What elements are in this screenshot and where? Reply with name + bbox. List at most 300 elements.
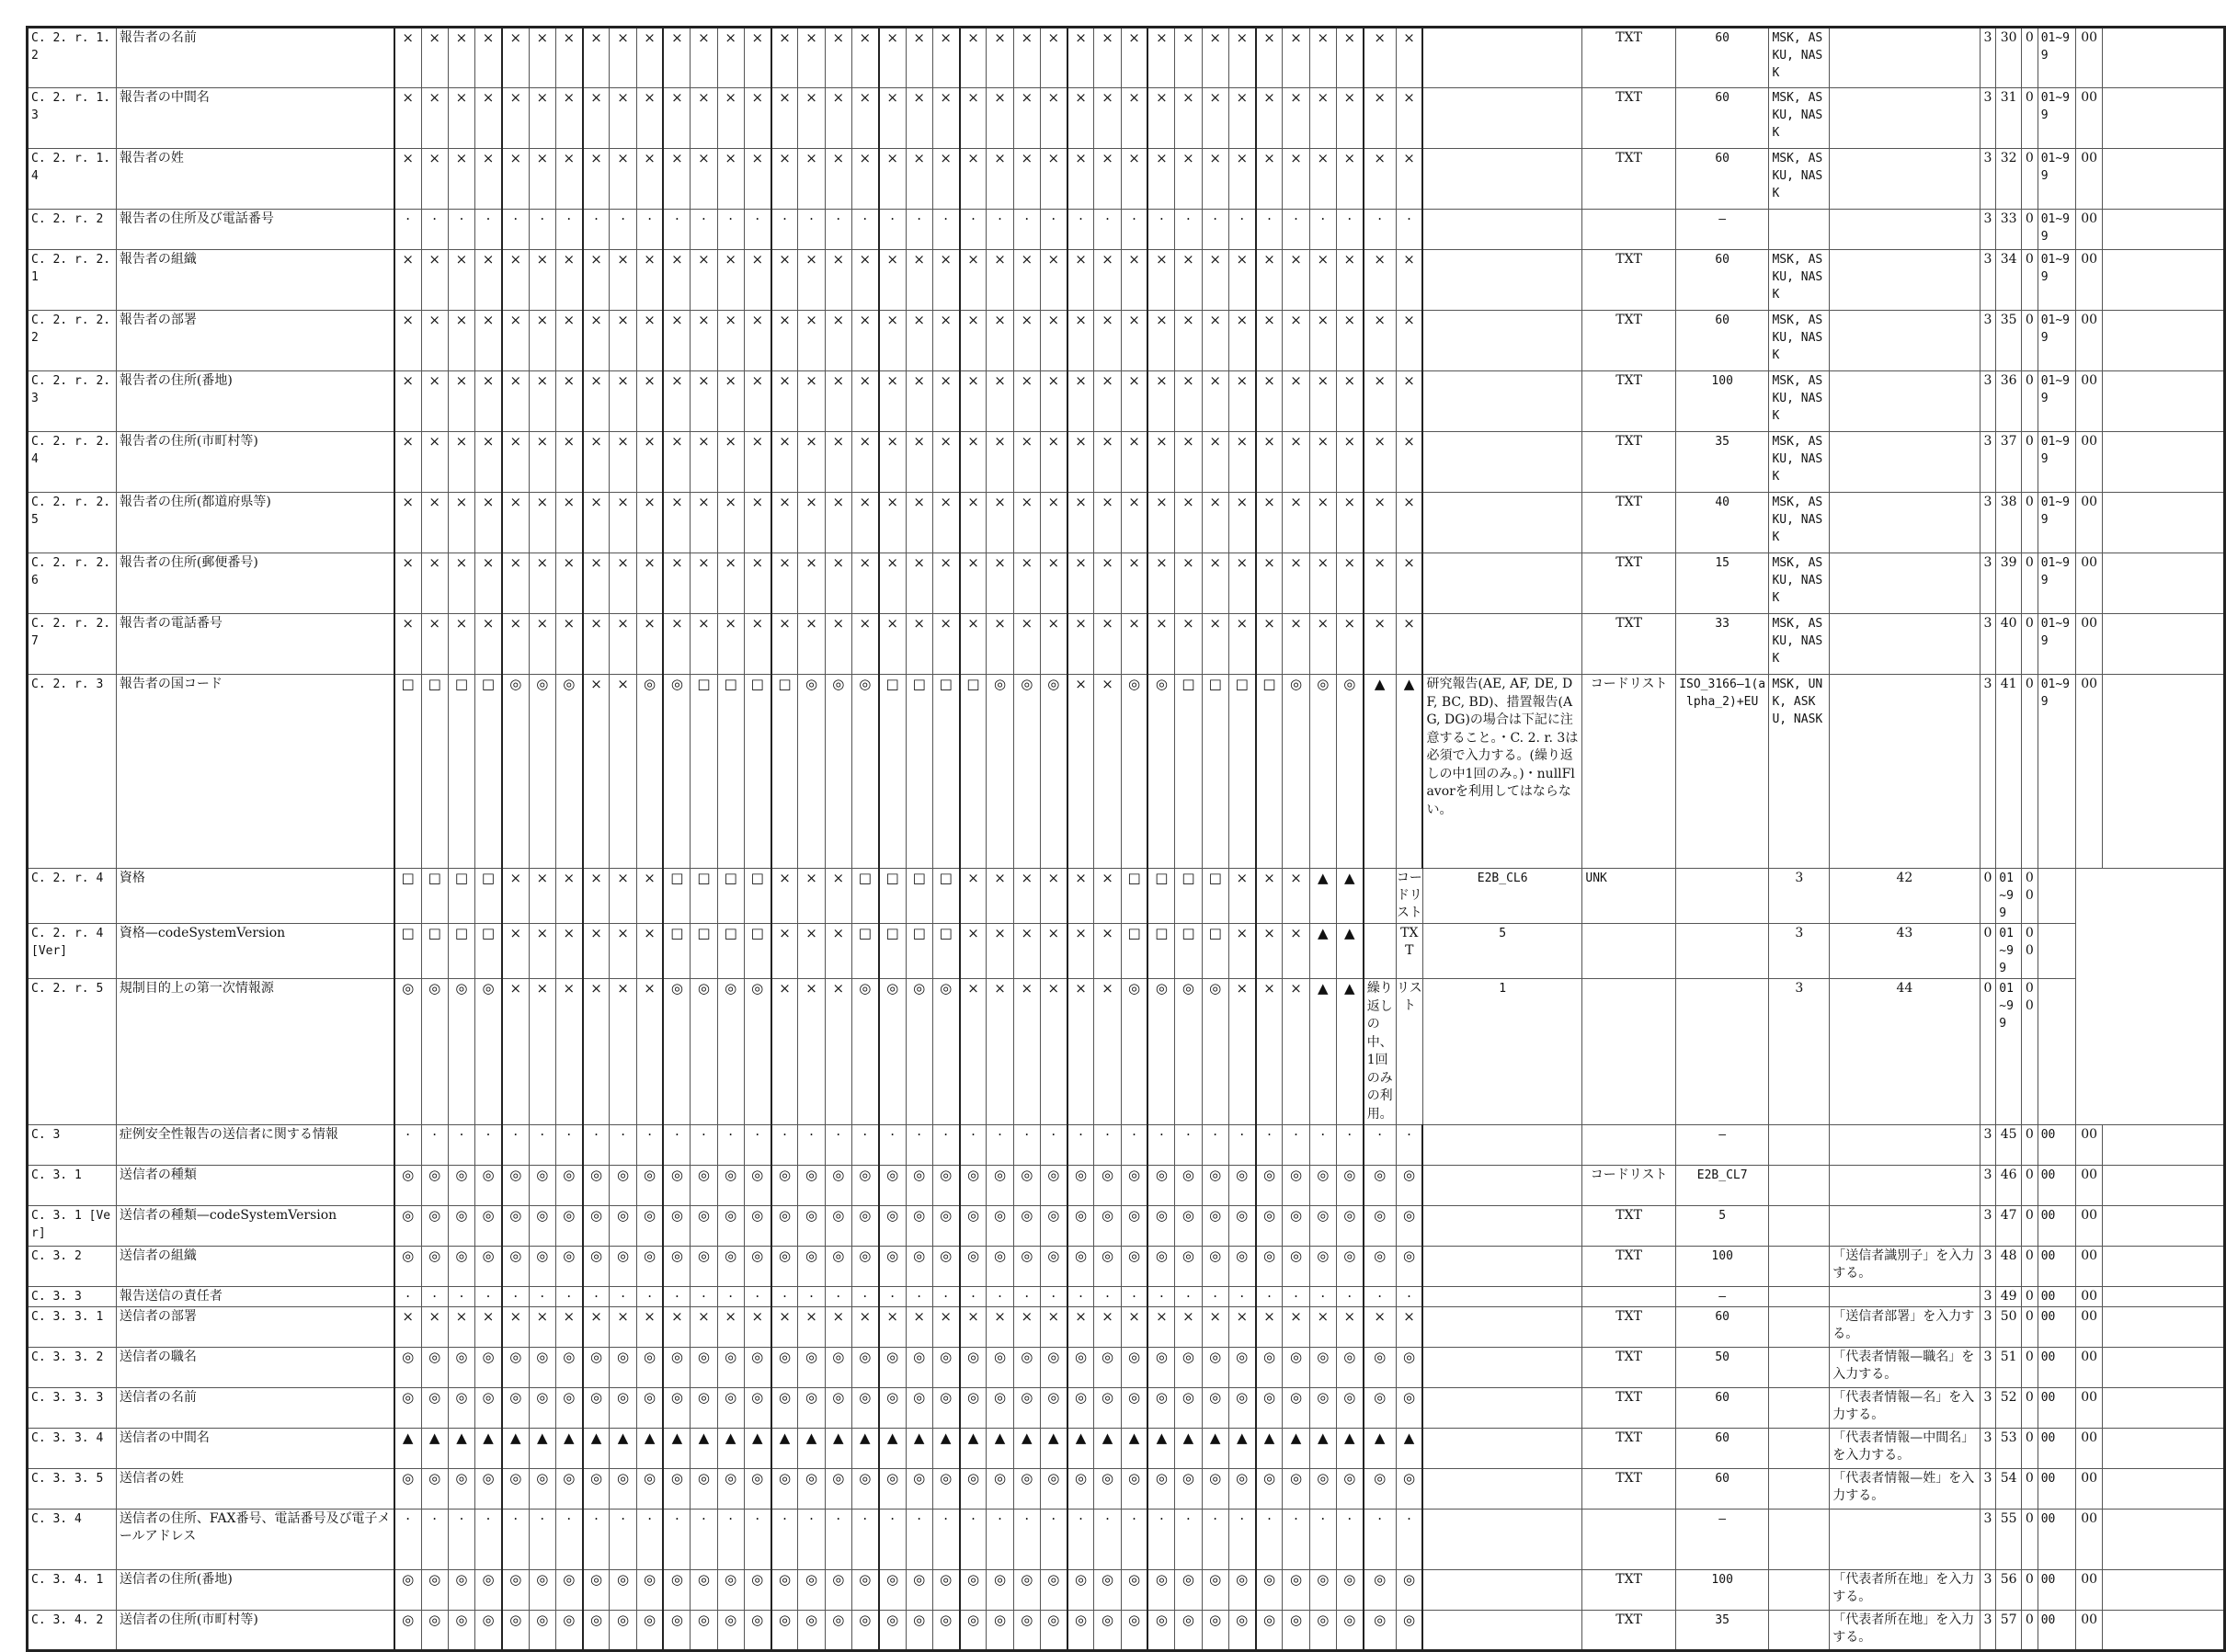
requirement-mark-cell: ◎ — [1094, 1469, 1121, 1510]
requirement-mark-cell: ◎ — [1121, 1469, 1147, 1510]
level-cell: 3 — [1980, 210, 1996, 250]
requirement-mark-cell: × — [555, 493, 582, 553]
requirement-mark-cell: × — [1013, 979, 1040, 1125]
flag-cell: 0 — [2021, 493, 2038, 553]
requirement-mark-cell: ◎ — [1202, 1247, 1228, 1287]
requirement-mark-cell: × — [798, 88, 825, 149]
requirement-mark-cell: ◎ — [987, 1247, 1013, 1287]
requirement-mark-cell: × — [1283, 924, 1309, 979]
requirement-mark-cell: × — [583, 614, 610, 675]
requirement-mark-cell: × — [851, 149, 878, 210]
repeat-range-cell: 00 — [2038, 1348, 2075, 1388]
requirement-mark-cell: ◎ — [1256, 1348, 1283, 1388]
requirement-mark-cell: × — [1175, 614, 1202, 675]
table-row — [28, 149, 2225, 210]
blank-cell — [2103, 493, 2225, 553]
data-type-cell: コードリスト — [1396, 869, 1422, 924]
requirement-mark-cell: × — [691, 28, 717, 88]
requirement-mark-cell: × — [610, 371, 636, 432]
code-cell: 00 — [2075, 1206, 2102, 1247]
length-cell: 5 — [1675, 1206, 1769, 1247]
code-cell: 00 — [2075, 1247, 2102, 1287]
repeat-range-cell: 00 — [2038, 1388, 2075, 1429]
requirement-mark-cell: ◎ — [717, 1570, 744, 1611]
item-name-cell: 送信者の種類—codeSystemVersion — [116, 1206, 394, 1247]
requirement-mark-cell: ◎ — [717, 1206, 744, 1247]
requirement-mark-cell: × — [1040, 88, 1067, 149]
item-id-cell: C. 2. r. 4 [Ver] — [28, 924, 117, 979]
requirement-mark-cell: ◎ — [636, 1206, 663, 1247]
length-cell: 60 — [1675, 149, 1769, 210]
length-cell: 60 — [1675, 1388, 1769, 1429]
table-row — [28, 1510, 2225, 1570]
requirement-mark-cell: ◎ — [1228, 1388, 1255, 1429]
requirement-mark-cell: × — [1283, 371, 1309, 432]
requirement-mark-cell: ◎ — [1228, 1206, 1255, 1247]
null-flavor-cell — [1769, 1287, 1830, 1307]
requirement-mark-cell: × — [1147, 311, 1174, 371]
requirement-mark-cell: × — [1121, 371, 1147, 432]
requirement-mark-cell: × — [636, 553, 663, 614]
remark-cell: 「送信者部署」を入力する。 — [1830, 1307, 1980, 1348]
data-type-cell — [1582, 1287, 1676, 1307]
item-id-cell: C. 2. r. 5 — [28, 979, 117, 1125]
requirement-mark-cell: ◎ — [1094, 1206, 1121, 1247]
requirement-mark-cell: ◎ — [394, 1611, 421, 1651]
requirement-mark-cell: ◎ — [1309, 1570, 1336, 1611]
blank-cell — [2103, 1206, 2225, 1247]
requirement-mark-cell: × — [448, 614, 474, 675]
requirement-mark-cell: · — [1094, 1287, 1121, 1307]
item-name-cell: 報告者の住所(番地) — [116, 371, 394, 432]
requirement-mark-cell: ◎ — [691, 1388, 717, 1429]
requirement-mark-cell: × — [1202, 250, 1228, 311]
requirement-mark-cell: × — [825, 311, 851, 371]
flag-cell: 0 — [2021, 210, 2038, 250]
repeat-range-cell: 01~99 — [2038, 149, 2075, 210]
requirement-mark-cell: ◎ — [1147, 1348, 1174, 1388]
requirement-mark-cell: × — [610, 311, 636, 371]
requirement-mark-cell: × — [1228, 979, 1255, 1125]
requirement-mark-cell: × — [987, 1307, 1013, 1348]
requirement-mark-cell: × — [1283, 1307, 1309, 1348]
requirement-mark-cell: ◎ — [502, 1570, 529, 1611]
requirement-mark-cell: ▲ — [663, 1429, 690, 1469]
blank-cell — [2103, 1287, 2225, 1307]
requirement-mark-cell: × — [448, 149, 474, 210]
code-cell: 00 — [2075, 1348, 2102, 1388]
null-flavor-cell: MSK, ASKU, NASK — [1769, 371, 1830, 432]
requirement-mark-cell: × — [1040, 371, 1067, 432]
requirement-mark-cell: ▲ — [1336, 869, 1363, 924]
requirement-mark-cell: × — [421, 614, 448, 675]
requirement-mark-cell: × — [1202, 28, 1228, 88]
requirement-mark-cell: × — [825, 88, 851, 149]
level-cell: 3 — [1980, 1611, 1996, 1651]
requirement-mark-cell: × — [394, 493, 421, 553]
item-name-cell: 報告者の組織 — [116, 250, 394, 311]
requirement-mark-cell: ◎ — [1396, 1611, 1422, 1651]
requirement-mark-cell: × — [906, 250, 932, 311]
requirement-mark-cell: ▲ — [717, 1429, 744, 1469]
requirement-mark-cell: × — [502, 979, 529, 1125]
requirement-mark-cell: × — [610, 250, 636, 311]
requirement-mark-cell: · — [663, 210, 690, 250]
requirement-mark-cell: □ — [448, 675, 474, 869]
requirement-mark-cell: × — [529, 28, 555, 88]
length-cell: E2B_CL6 — [1422, 869, 1581, 924]
data-type-cell: TXT — [1582, 311, 1676, 371]
requirement-mark-cell: × — [879, 149, 906, 210]
requirement-mark-cell: ◎ — [663, 675, 690, 869]
requirement-mark-cell: × — [555, 371, 582, 432]
requirement-mark-cell: × — [1094, 493, 1121, 553]
note-cell — [1422, 1611, 1581, 1651]
code-cell: 00 — [2075, 1611, 2102, 1651]
requirement-mark-cell: ◎ — [394, 1570, 421, 1611]
length-cell: ISO_3166—1(alpha_2)+EU — [1675, 675, 1769, 869]
requirement-mark-cell: · — [851, 1510, 878, 1570]
item-name-cell: 送信者の姓 — [116, 1469, 394, 1510]
table-row — [28, 88, 2225, 149]
requirement-mark-cell: × — [1013, 614, 1040, 675]
requirement-mark-cell: · — [1396, 1510, 1422, 1570]
requirement-mark-cell: × — [825, 493, 851, 553]
requirement-mark-cell: × — [583, 979, 610, 1125]
requirement-mark-cell: × — [906, 371, 932, 432]
requirement-mark-cell: ◎ — [1283, 1206, 1309, 1247]
sequence-cell: 43 — [1830, 924, 1980, 979]
requirement-mark-cell: × — [851, 311, 878, 371]
requirement-mark-cell: × — [610, 149, 636, 210]
requirement-mark-cell: ◎ — [906, 1166, 932, 1206]
requirement-mark-cell: ◎ — [555, 1388, 582, 1429]
remark-cell — [1830, 1287, 1980, 1307]
requirement-mark-cell: × — [394, 553, 421, 614]
requirement-mark-cell: × — [798, 493, 825, 553]
requirement-mark-cell: □ — [932, 924, 959, 979]
requirement-mark-cell: ◎ — [1040, 1206, 1067, 1247]
item-name-cell: 報告者の姓 — [116, 149, 394, 210]
length-cell: 100 — [1675, 371, 1769, 432]
requirement-mark-cell: ◎ — [1396, 1348, 1422, 1388]
requirement-mark-cell: ◎ — [529, 675, 555, 869]
requirement-mark-cell: × — [691, 88, 717, 149]
blank-cell — [2103, 1611, 2225, 1651]
requirement-mark-cell: × — [691, 311, 717, 371]
requirement-mark-cell: ◎ — [851, 1611, 878, 1651]
requirement-mark-cell: ◎ — [448, 1570, 474, 1611]
requirement-mark-cell: × — [932, 250, 959, 311]
requirement-mark-cell: × — [394, 149, 421, 210]
requirement-mark-cell: · — [879, 1510, 906, 1570]
null-flavor-cell — [1769, 1510, 1830, 1570]
requirement-mark-cell: ◎ — [960, 1611, 987, 1651]
requirement-mark-cell: · — [1256, 1125, 1283, 1166]
requirement-mark-cell: × — [663, 250, 690, 311]
requirement-mark-cell: ▲ — [475, 1429, 502, 1469]
requirement-mark-cell: · — [1283, 1125, 1309, 1166]
requirement-mark-cell: ◎ — [851, 1388, 878, 1429]
blank-cell — [2103, 1125, 2225, 1166]
requirement-mark-cell: ◎ — [1067, 1247, 1094, 1287]
requirement-mark-cell: × — [691, 553, 717, 614]
requirement-mark-cell: × — [394, 371, 421, 432]
requirement-mark-cell: ◎ — [1013, 675, 1040, 869]
requirement-mark-cell: · — [583, 210, 610, 250]
requirement-mark-cell: × — [663, 614, 690, 675]
code-cell: 00 — [2075, 1388, 2102, 1429]
requirement-mark-cell: × — [744, 371, 771, 432]
requirement-mark-cell: × — [987, 924, 1013, 979]
requirement-mark-cell: · — [825, 210, 851, 250]
repeat-range-cell: 00 — [2038, 1570, 2075, 1611]
data-type-cell: TXT — [1582, 28, 1676, 88]
requirement-mark-cell: ◎ — [636, 1469, 663, 1510]
requirement-mark-cell: × — [744, 432, 771, 493]
requirement-mark-cell: × — [987, 614, 1013, 675]
requirement-mark-cell: × — [1067, 432, 1094, 493]
data-type-cell: TXT — [1396, 924, 1422, 979]
note-cell — [1422, 1510, 1581, 1570]
item-name-cell: 資格 — [116, 869, 394, 924]
requirement-mark-cell: × — [798, 371, 825, 432]
repeat-range-cell: 01~99 — [1996, 924, 2022, 979]
requirement-mark-cell: × — [1256, 614, 1283, 675]
table-row — [28, 553, 2225, 614]
requirement-mark-cell: ◎ — [1336, 1570, 1363, 1611]
requirement-mark-cell: × — [663, 311, 690, 371]
requirement-mark-cell: ◎ — [1013, 1348, 1040, 1388]
code-cell: 00 — [2075, 1510, 2102, 1570]
requirement-mark-cell: · — [636, 1125, 663, 1166]
requirement-mark-cell: × — [1256, 28, 1283, 88]
item-name-cell: 資格—codeSystemVersion — [116, 924, 394, 979]
requirement-mark-cell: × — [555, 28, 582, 88]
requirement-mark-cell: × — [987, 371, 1013, 432]
requirement-mark-cell: × — [394, 28, 421, 88]
requirement-mark-cell: × — [1121, 553, 1147, 614]
requirement-mark-cell: ◎ — [421, 1570, 448, 1611]
requirement-mark-cell: ◎ — [555, 1206, 582, 1247]
requirement-mark-cell: ◎ — [879, 1388, 906, 1429]
requirement-mark-cell: ◎ — [960, 1206, 987, 1247]
requirement-mark-cell: × — [1202, 149, 1228, 210]
requirement-mark-cell: ◎ — [448, 1166, 474, 1206]
flag-cell: 0 — [2021, 675, 2038, 869]
item-id-cell: C. 2. r. 2. 4 — [28, 432, 117, 493]
remark-cell — [1830, 1206, 1980, 1247]
requirement-mark-cell: ◎ — [1175, 1206, 1202, 1247]
requirement-mark-cell: × — [610, 979, 636, 1125]
requirement-mark-cell: ◎ — [583, 1611, 610, 1651]
requirement-mark-cell: □ — [879, 869, 906, 924]
requirement-mark-cell: · — [906, 1510, 932, 1570]
requirement-mark-cell: · — [1309, 210, 1336, 250]
remark-cell — [1830, 432, 1980, 493]
requirement-mark-cell: ◎ — [555, 1247, 582, 1287]
blank-cell — [2103, 1388, 2225, 1429]
null-flavor-cell: MSK, ASKU, NASK — [1769, 250, 1830, 311]
item-name-cell: 報告者の住所及び電話番号 — [116, 210, 394, 250]
table-row — [28, 1611, 2225, 1651]
requirement-mark-cell: × — [583, 432, 610, 493]
code-cell: 00 — [2075, 553, 2102, 614]
requirement-mark-cell: · — [1256, 1510, 1283, 1570]
sequence-cell: 57 — [1996, 1611, 2022, 1651]
requirement-mark-cell: × — [1040, 979, 1067, 1125]
requirement-mark-cell: × — [1040, 432, 1067, 493]
requirement-mark-cell: ◎ — [475, 1388, 502, 1429]
sequence-cell: 45 — [1996, 1125, 2022, 1166]
repeat-range-cell: 01~99 — [2038, 371, 2075, 432]
requirement-mark-cell: □ — [771, 675, 798, 869]
requirement-mark-cell: · — [421, 1125, 448, 1166]
length-cell: — — [1675, 210, 1769, 250]
null-flavor-cell — [1769, 1388, 1830, 1429]
requirement-mark-cell: × — [717, 553, 744, 614]
item-id-cell: C. 2. r. 2. 7 — [28, 614, 117, 675]
requirement-mark-cell: × — [1067, 614, 1094, 675]
requirement-mark-cell: × — [610, 553, 636, 614]
data-type-cell: TXT — [1582, 1429, 1676, 1469]
requirement-mark-cell: □ — [906, 869, 932, 924]
requirement-mark-cell: × — [529, 614, 555, 675]
blank-cell — [2103, 1570, 2225, 1611]
requirement-mark-cell: · — [502, 210, 529, 250]
requirement-mark-cell: × — [1121, 28, 1147, 88]
requirement-mark-cell: × — [1094, 371, 1121, 432]
requirement-mark-cell: · — [1336, 1510, 1363, 1570]
requirement-mark-cell: □ — [932, 869, 959, 924]
requirement-mark-cell: ◎ — [744, 1469, 771, 1510]
requirement-mark-cell: × — [1283, 311, 1309, 371]
requirement-mark-cell: ◎ — [1283, 1388, 1309, 1429]
requirement-mark-cell: × — [502, 432, 529, 493]
level-cell: 3 — [1980, 1429, 1996, 1469]
requirement-mark-cell: × — [1228, 924, 1255, 979]
item-name-cell: 送信者の部署 — [116, 1307, 394, 1348]
requirement-mark-cell: ◎ — [1013, 1166, 1040, 1206]
code-cell: 00 — [2075, 675, 2102, 869]
requirement-mark-cell: ▲ — [1364, 675, 1397, 869]
requirement-mark-cell: × — [421, 250, 448, 311]
blank-cell — [2103, 1510, 2225, 1570]
flag-cell: 0 — [2021, 149, 2038, 210]
requirement-mark-cell: × — [798, 1307, 825, 1348]
requirement-mark-cell: × — [448, 1307, 474, 1348]
item-id-cell: C. 3. 2 — [28, 1247, 117, 1287]
requirement-mark-cell: ◎ — [1228, 1570, 1255, 1611]
note-cell — [1422, 1125, 1581, 1166]
requirement-mark-cell: × — [1147, 614, 1174, 675]
requirement-mark-cell: × — [421, 371, 448, 432]
requirement-mark-cell: ◎ — [879, 1611, 906, 1651]
requirement-mark-cell: × — [1336, 432, 1363, 493]
requirement-mark-cell: × — [583, 869, 610, 924]
code-cell: 00 — [2075, 614, 2102, 675]
length-cell: 60 — [1675, 250, 1769, 311]
null-flavor-cell: MSK, ASKU, NASK — [1769, 311, 1830, 371]
requirement-mark-cell: × — [636, 250, 663, 311]
requirement-mark-cell: × — [717, 149, 744, 210]
requirement-mark-cell: × — [906, 149, 932, 210]
blank-cell — [2103, 614, 2225, 675]
requirement-mark-cell: · — [1336, 1287, 1363, 1307]
requirement-mark-cell: × — [1228, 250, 1255, 311]
requirement-mark-cell: ◎ — [1396, 1469, 1422, 1510]
requirement-mark-cell: · — [987, 210, 1013, 250]
requirement-mark-cell: ◎ — [502, 1469, 529, 1510]
requirement-mark-cell: · — [717, 1510, 744, 1570]
requirement-mark-cell: ◎ — [1147, 979, 1174, 1125]
requirement-mark-cell: × — [1364, 432, 1397, 493]
requirement-mark-cell: ◎ — [987, 675, 1013, 869]
requirement-mark-cell: ◎ — [394, 1388, 421, 1429]
requirement-mark-cell: ◎ — [825, 1388, 851, 1429]
requirement-mark-cell: × — [1121, 493, 1147, 553]
requirement-mark-cell: ◎ — [448, 1348, 474, 1388]
code-cell: 00 — [2075, 432, 2102, 493]
requirement-mark-cell: ◎ — [1147, 1388, 1174, 1429]
requirement-mark-cell: ◎ — [987, 1469, 1013, 1510]
requirement-mark-cell: · — [1147, 1125, 1174, 1166]
requirement-mark-cell: × — [1094, 311, 1121, 371]
requirement-mark-cell: □ — [1202, 675, 1228, 869]
requirement-mark-cell: ◎ — [1067, 1348, 1094, 1388]
requirement-mark-cell: ◎ — [636, 675, 663, 869]
requirement-mark-cell: × — [555, 88, 582, 149]
requirement-mark-cell: ◎ — [798, 1206, 825, 1247]
requirement-mark-cell: × — [1040, 149, 1067, 210]
requirement-mark-cell: × — [691, 250, 717, 311]
null-flavor-cell: MSK, ASKU, NASK — [1769, 432, 1830, 493]
requirement-mark-cell: · — [555, 1510, 582, 1570]
blank-cell — [2103, 1247, 2225, 1287]
level-cell: 3 — [1769, 869, 1830, 924]
requirement-mark-cell: × — [1175, 28, 1202, 88]
requirement-mark-cell: · — [1228, 1125, 1255, 1166]
requirement-mark-cell: × — [879, 553, 906, 614]
requirement-mark-cell: × — [1040, 250, 1067, 311]
requirement-mark-cell: ◎ — [448, 979, 474, 1125]
data-type-cell: TXT — [1582, 1307, 1676, 1348]
requirement-mark-cell: × — [555, 432, 582, 493]
requirement-mark-cell: · — [610, 210, 636, 250]
requirement-mark-cell: □ — [475, 924, 502, 979]
requirement-mark-cell: ◎ — [1147, 1166, 1174, 1206]
requirement-mark-cell: × — [1256, 924, 1283, 979]
requirement-mark-cell: × — [771, 979, 798, 1125]
requirement-mark-cell: × — [1283, 493, 1309, 553]
requirement-mark-cell: □ — [691, 869, 717, 924]
requirement-mark-cell: × — [932, 88, 959, 149]
sequence-cell: 49 — [1996, 1287, 2022, 1307]
requirement-mark-cell: × — [1228, 553, 1255, 614]
requirement-mark-cell: · — [798, 210, 825, 250]
requirement-mark-cell: ▲ — [932, 1429, 959, 1469]
requirement-mark-cell: ◎ — [851, 675, 878, 869]
table-row — [28, 924, 2225, 979]
requirement-mark-cell: × — [744, 250, 771, 311]
requirement-mark-cell: ◎ — [475, 1166, 502, 1206]
requirement-mark-cell: × — [960, 88, 987, 149]
requirement-mark-cell: □ — [960, 675, 987, 869]
requirement-mark-cell: × — [1013, 371, 1040, 432]
requirement-mark-cell: · — [636, 1510, 663, 1570]
requirement-mark-cell: ◎ — [555, 1469, 582, 1510]
requirement-mark-cell: × — [1067, 924, 1094, 979]
